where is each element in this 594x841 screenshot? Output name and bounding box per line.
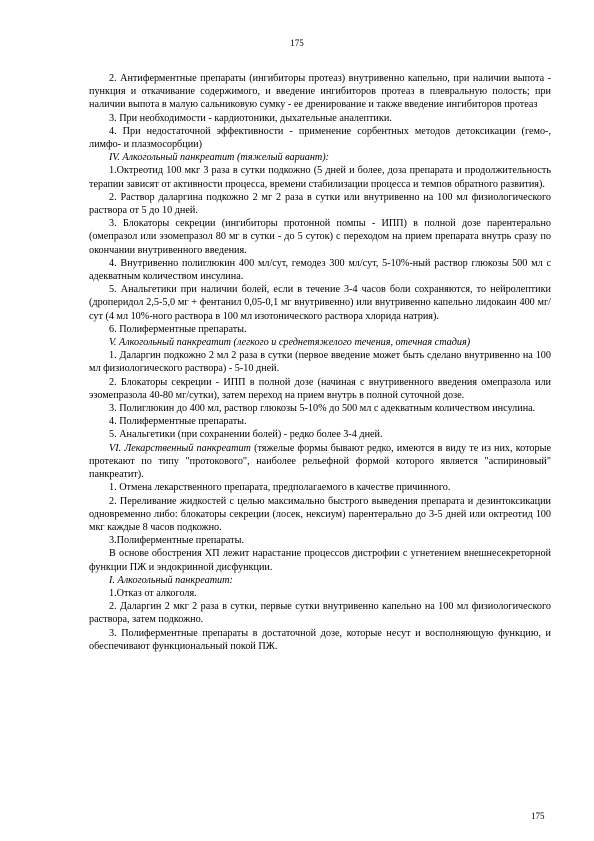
paragraph: 2. Антиферментные препараты (ингибиторы протеаз) внутривенно капельно, при наличии выпота - пункция и откачивание содержимого, и введение ингибиторов протеаз в плевральную полость; при наличии выпота в малую сальниковую сумку - ее дренирование и также введение ингибиторов протеаз: [89, 73, 551, 111]
paragraph: 2. Раствор даларгина подкожно 2 мг 2 раза в сутки или внутривенно на 100 мл физиологического раствора от 5 до 10 дней.: [89, 191, 551, 217]
paragraph: 3. Блокаторы секреции (ингибиторы протонной помпы - ИПП) в полной дозе парентерально (омепразол или эзомепразол 80 мг в сутки - до 5 суток) с переходом на прием препарата внутрь сразу по окончании внутривенного введения.: [89, 218, 551, 256]
paragraph: 3. При необходимости - кардиотоники, дыхательные аналептики.: [109, 112, 392, 124]
paragraph: 6. Полиферментные препараты.: [109, 323, 247, 335]
paragraph: 2. Даларгин 2 мкг 2 раза в сутки, первые сутки внутривенно капельно на 100 мл физиологического раствора, затем подкожно.: [89, 601, 551, 626]
paragraph: 3.Полиферментные препараты.: [109, 535, 245, 547]
page-number-bottom: 175: [531, 811, 545, 821]
paragraph: 1. Даларгин подкожно 2 мл 2 раза в сутки (первое введение может быть сделано внутривенно на 100 мл физиологического раствора) - 5-10 дней.: [89, 350, 551, 375]
paragraph: 5. Анальгетики при наличии болей, если в течение 3-4 часов боли сохраняются, то нейролептики (дроперидол 2,5-5,0 мг + фентанил 0,05-0,1 мг внутривенно) или внутривенно капельно лидокаин 400 мг/сут (4 мл 10%-ного раствора в 100 мл изотонического раствора хлорида натрия).: [89, 284, 551, 322]
section-heading: VI. Лекарственный панкреатит: [109, 442, 251, 454]
paragraph: 4. При недостаточной эффективности - применение сорбентных методов детоксикации (гемо-, лимфо- и плазмосорбции): [89, 125, 551, 151]
section-heading: IV. Алкогольный панкреатит (тяжелый вариант):: [109, 152, 330, 164]
paragraph: 3. Полиглюкин до 400 мл, раствор глюкозы 5-10% до 500 мл с адекватным количеством инсулина.: [109, 403, 536, 415]
paragraph: 2. Блокаторы секреции - ИПП в полной дозе (начиная с внутривенного введения омепразола или эзомепразола 40-80 мг/сутки), затем переход на прием внутрь в полной суточной дозе.: [89, 376, 551, 401]
paragraph: 1.Отказ от алкоголя.: [109, 587, 197, 599]
paragraph: 3. Полиферментные препараты в достаточной дозе, которые несут и восполняющую функцию, и обеспечивают функциональный покой ПЖ.: [89, 627, 551, 652]
paragraph: В основе обострения ХП лежит нарастание процессов дистрофии с угнетением внешнесекреторной функции ПЖ и эндокринной дисфункции.: [89, 548, 551, 573]
paragraph: 1. Отмена лекарственного препарата, предполагаемого в качестве причинного.: [109, 482, 451, 494]
paragraph: 4. Полиферментные препараты.: [109, 416, 247, 428]
section-heading: V. Алкогольный панкреатит (легкого и среднетяжелого течения, отечная стадия): [109, 337, 471, 349]
section-heading: I. Алкогольный панкреатит:: [109, 574, 233, 586]
paragraph: [89, 442, 551, 482]
paragraph: 4. Внутривенно полиглюкин 400 мл/сут, гемодез 300 мл/сут, 5-10%-ный раствор глюкозы 500 мл с адекватным количеством инсулина.: [89, 257, 551, 283]
paragraph: 5. Анальгетики (при сохранении болей) - редко более 3-4 дней.: [109, 429, 383, 441]
paragraph-text: (тяжелые формы бывают редко, имеются в виду те из них, которые протекают по типу "протокового", наиболее рельефной формой которого является "аспириновый" панкреатит).: [89, 442, 551, 481]
paragraph: 2. Переливание жидкостей с целью максимально быстрого выведения препарата и дезинтоксикации одновременно либо: блокаторы секреции (лосек, нексиум) парентерально до 3-5 дней или октреотид 100 мкг каждые 8 часов подкожно.: [89, 495, 551, 533]
page-number-top: 175: [290, 38, 304, 48]
paragraph: 1.Октреотид 100 мкг 3 раза в сутки подкожно (5 дней и более, доза препарата и продолжительность терапии зависят от активности процесса, времени стабилизации процесса и темпов обратного развития).: [89, 165, 551, 190]
document-body: [89, 72, 551, 653]
